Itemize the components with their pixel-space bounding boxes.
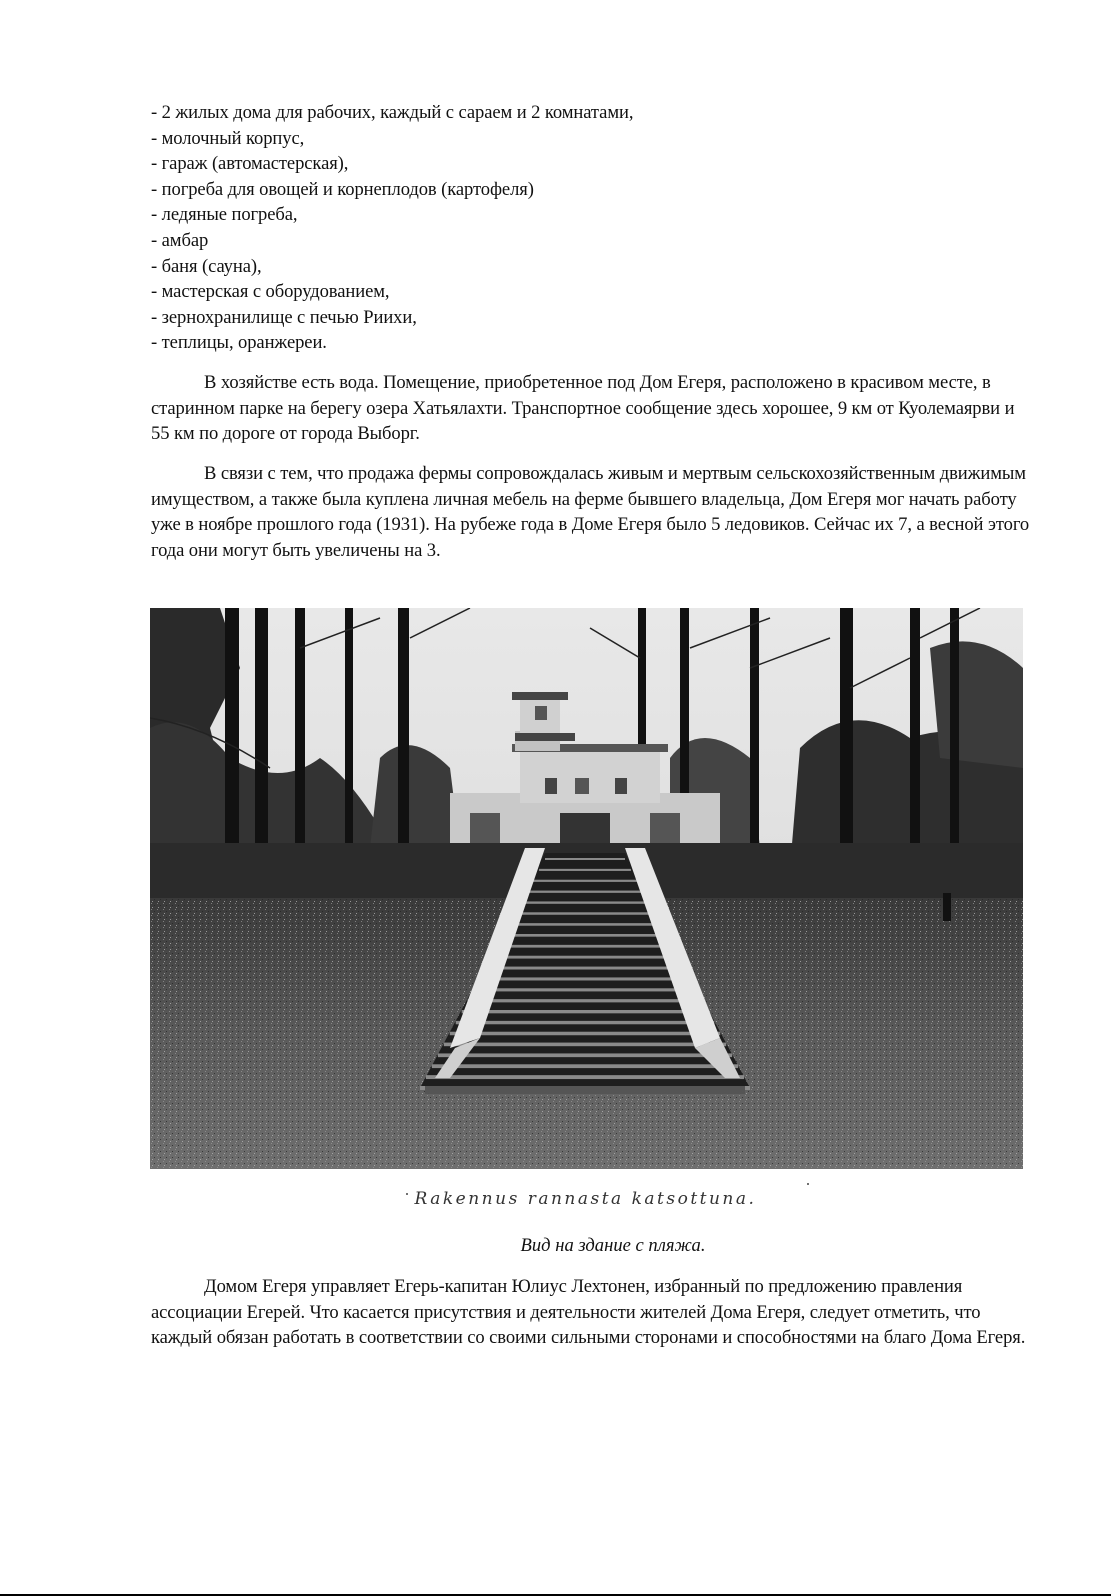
stair-step: [485, 967, 684, 970]
stair-step: [503, 934, 666, 937]
stair-step: [509, 923, 660, 926]
list-item: - теплицы, оранжереи.: [151, 332, 327, 354]
paragraph-water-location: В хозяйстве есть вода. Помещение, приобретенное под Дом Егеря, расположено в красивом месте, в старинном парке на берегу озера Хатьялахти. Транспортное сообщение здесь хорошее, 9 км от Куолемаярви и 55 км по дороге от города Выборг.: [151, 372, 1015, 445]
stair-step: [438, 1053, 732, 1057]
stair-step: [539, 869, 631, 871]
stair-step: [426, 1075, 744, 1079]
paragraph-management: Домом Егеря управляет Егерь-капитан Юлиус Лехтонен, избранный по предложению правления ассоциации Егерей. Что касается присутствия и деятельности жителей Дома Егеря, следует отметить, что каждый обязан работать в соответствии со своими сильными сторонами и способностями на благо Дома Егеря.: [151, 1276, 1026, 1349]
list-item: - погреба для овощей и корнеплодов (картофеля): [151, 178, 534, 200]
stair-step: [462, 1010, 709, 1013]
stair-step: [533, 880, 637, 882]
list-item: - гараж (автомастерская),: [151, 153, 349, 175]
stair-step: [432, 1064, 738, 1068]
stair-step: [545, 858, 625, 860]
stair-step: [444, 1043, 726, 1047]
list-item: - ледяные погреба,: [151, 204, 298, 226]
stair-step: [474, 988, 697, 991]
stair-step: [515, 912, 655, 914]
buildings-list: [151, 100, 1031, 356]
stair-step: [527, 891, 643, 893]
stair-step: [491, 956, 678, 959]
standing-figure: [943, 893, 951, 921]
stair-step: [450, 1032, 720, 1036]
list-item: - амбар: [151, 229, 209, 251]
list-item: - молочный корпус,: [151, 127, 305, 149]
photo-illustration: [150, 608, 1023, 1169]
stair-step: [497, 945, 672, 948]
figure-caption-translation: Вид на здание с пляжа.: [520, 1235, 706, 1256]
paragraph-farm-purchase: В связи с тем, что продажа фермы сопровождалась живым и мертвым сельскохозяйственным движимым имуществом, а также была куплена личная мебель на ферме бывшего владельца, Дом Егеря мог начать работу уже в ноябре прошлого года (1931). На рубеже года в Доме Егеря было 5 ледовиков. Сейчас их 7, а весной этого года они могут быть увеличены на 3.: [151, 463, 1030, 561]
building-photograph: [150, 608, 1023, 1169]
list-item: - зернохранилище с печью Риихи,: [151, 306, 417, 328]
list-item: - мастерская с оборудованием,: [151, 281, 390, 303]
figure-caption-original: Rakennus rannasta katsottuna.: [414, 1189, 757, 1209]
scan-speck: [807, 1183, 809, 1185]
list-item: - 2 жилых дома для рабочих, каждый с сараем и 2 комнатами,: [151, 102, 634, 123]
stair-step: [456, 1021, 715, 1024]
stair-step: [468, 999, 703, 1002]
stair-step: [521, 901, 649, 903]
scan-speck: [406, 1193, 408, 1195]
stair-step: [480, 977, 691, 980]
list-item: - баня (сауна),: [151, 255, 262, 277]
